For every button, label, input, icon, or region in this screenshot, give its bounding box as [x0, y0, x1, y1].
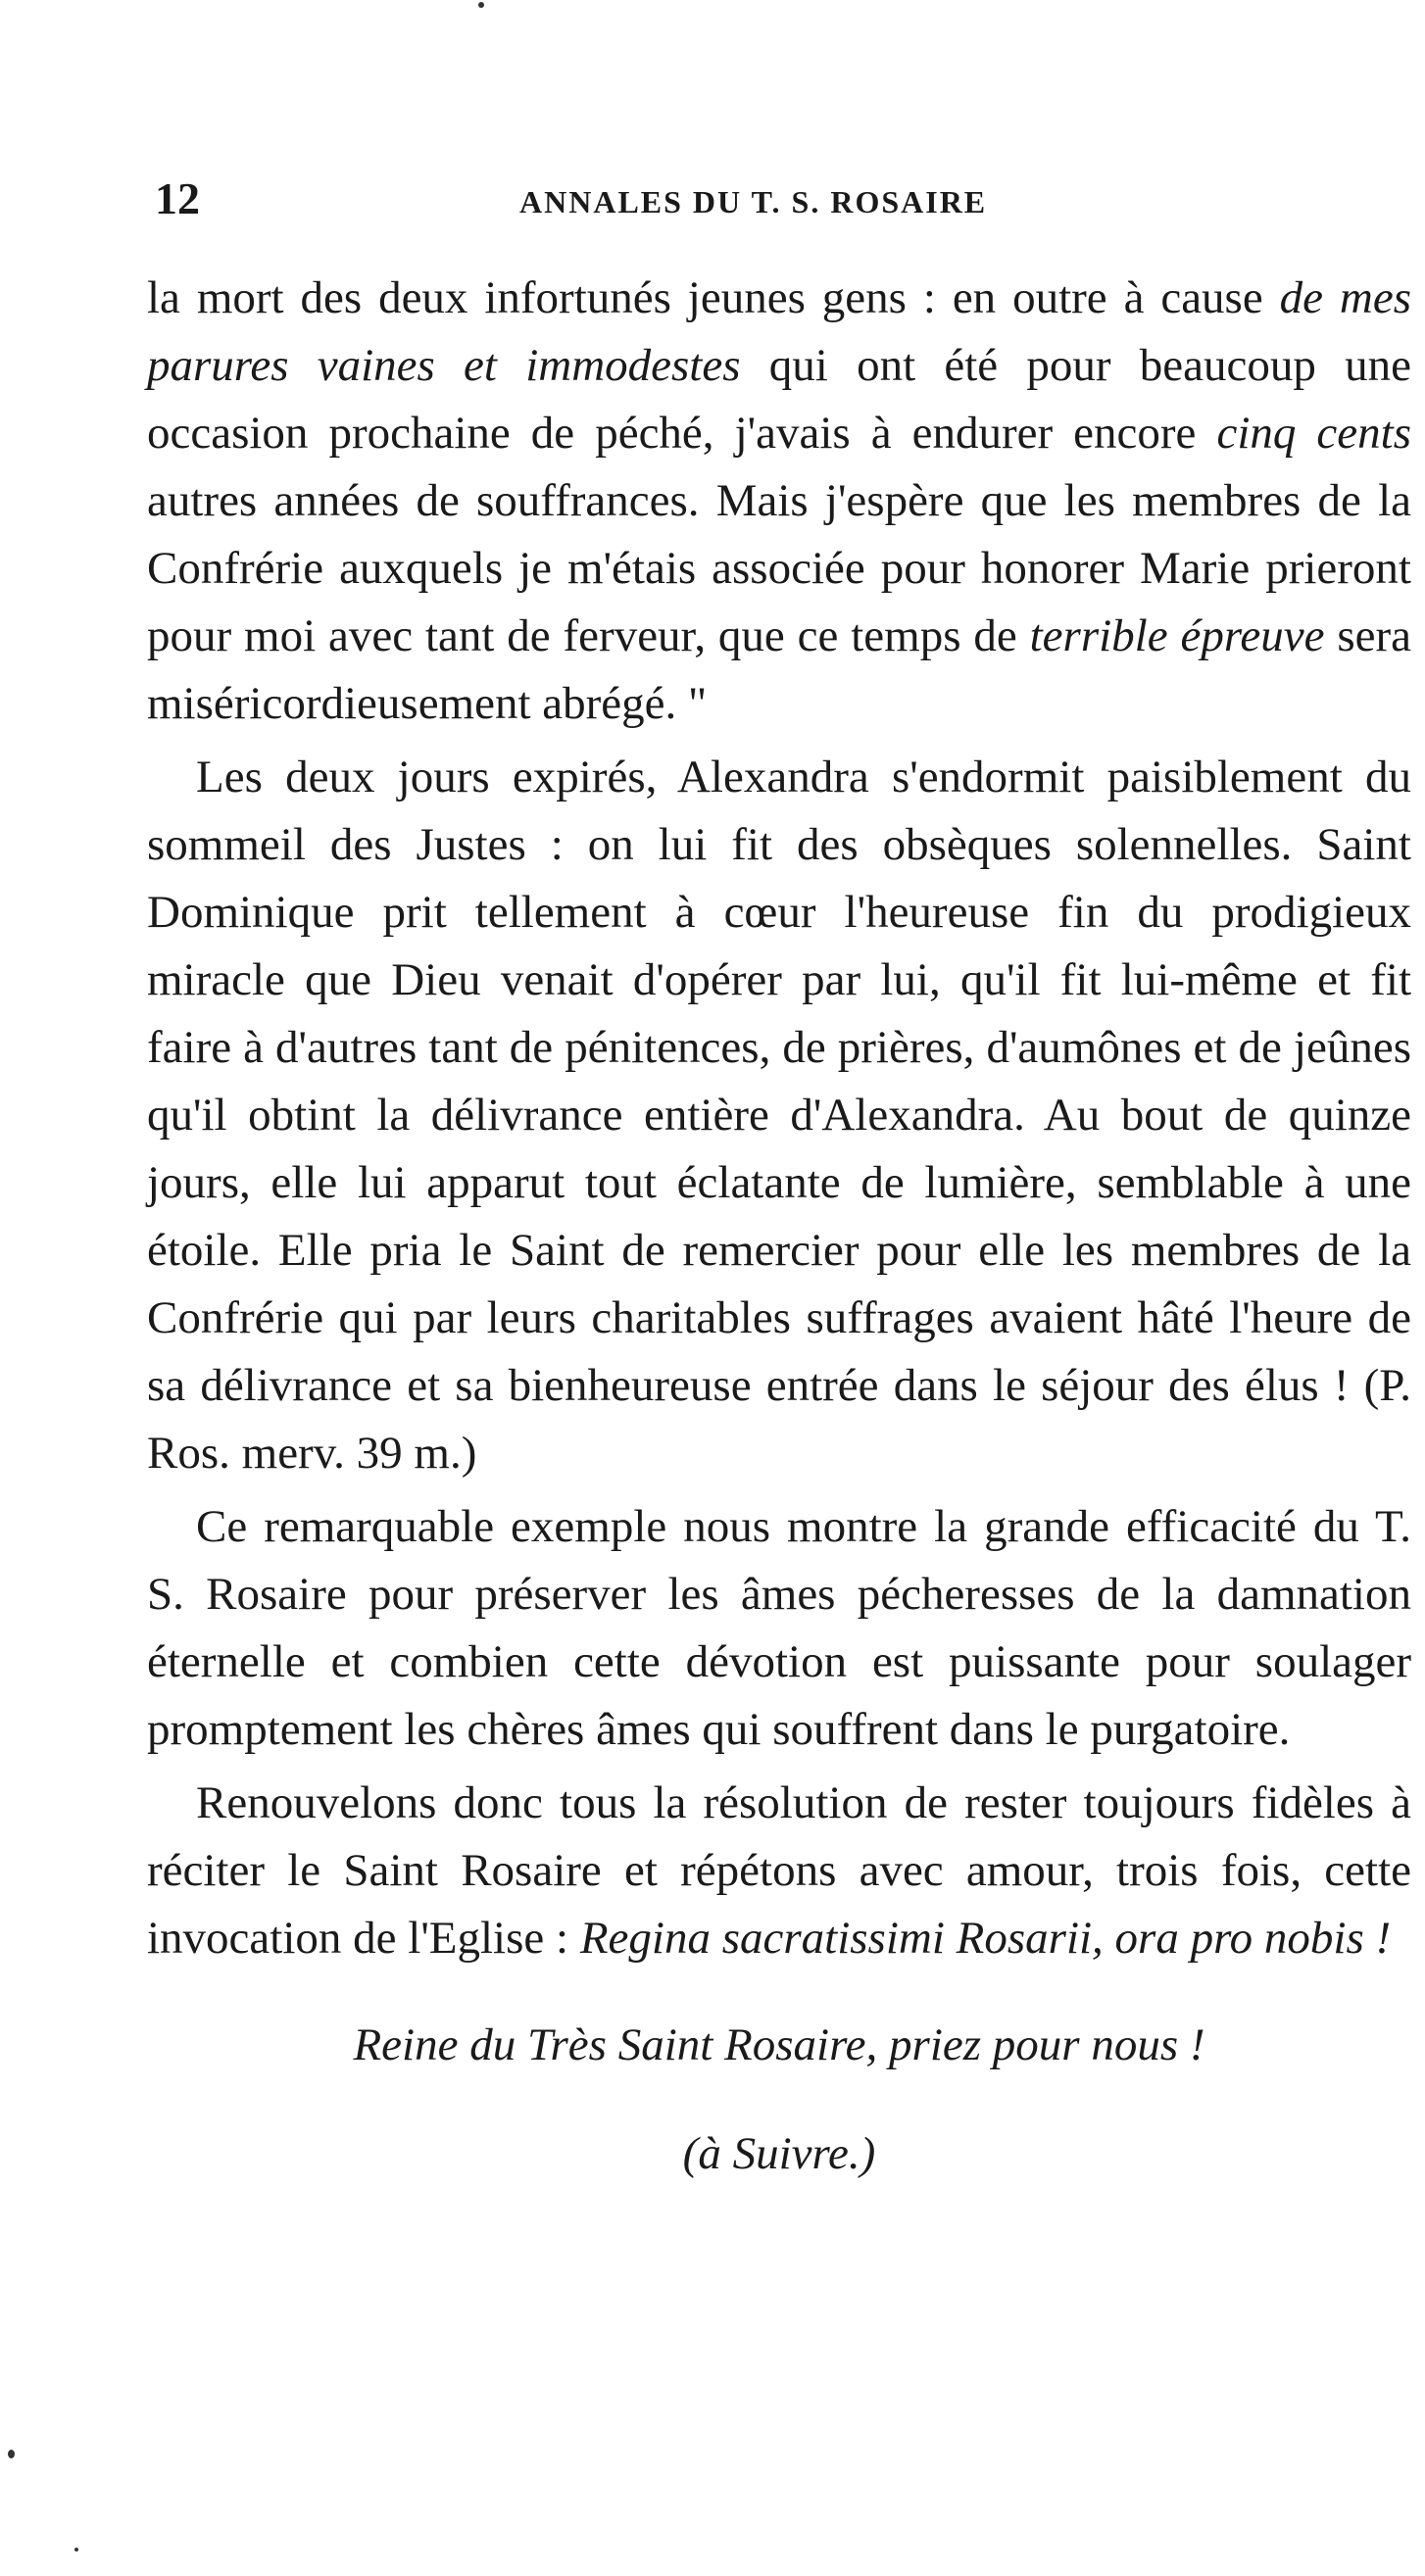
italic-run: Regina sacratissimi Rosarii, ora pro nobis ! — [579, 1913, 1392, 1964]
page-number: 12 — [155, 173, 200, 223]
text-run: qui ont été pour beaucoup une occasion prochaine de péché, j'avais à endurer encore — [147, 340, 1412, 459]
paragraph-4 — [147, 1770, 1411, 1972]
invocation-line: Reine du Très Saint Rosaire, priez pour nous ! — [353, 2019, 1205, 2070]
text-run: Renouvelons donc tous la résolution de rester toujours fidèles à réciter le Saint Rosaire et répétons avec amour, trois fois, cette invocation de l'Eglise : — [147, 1777, 1411, 1964]
italic-run: cinq cents — [1216, 408, 1411, 459]
text-run: sera miséricordieusement abrégé. " — [147, 610, 1411, 729]
body-text — [147, 265, 1411, 2188]
ink-speck — [478, 2, 484, 8]
ink-speck — [8, 2450, 15, 2458]
text-run: autres années de souffrances. Mais j'espère que les membres de la Confrérie auxquels je m'étais associée pour honorer Marie prieront pour moi avec tant de ferveur, que ce temps de — [147, 475, 1411, 661]
italic-run: de mes parures vaines et immodestes — [147, 272, 1411, 391]
running-head — [147, 167, 1411, 235]
paragraph-3: Ce remarquable exemple nous montre la grande efficacité du T. S. Rosaire pour préserver les âmes pécheresses de la damnation éternelle et combien cette dévotion est puissante pour soulager promptement les chères âmes qui souffrent dans le purgatoire. — [147, 1501, 1411, 1755]
italic-run: terrible épreuve — [1029, 610, 1325, 661]
running-title: ANNALES DU T. S. ROSAIRE — [519, 184, 988, 219]
paragraph-1 — [147, 265, 1411, 738]
ink-speck — [74, 2548, 78, 2552]
paragraph-2: Les deux jours expirés, Alexandra s'endormit paisiblement du sommeil des Justes : on lui fit des obsèques solennelles. Saint Dominique prit tellement à cœur l'heureuse fin du prodigieux miracle que Dieu venait d'opérer par lui, qu'il fit lui-même et fit faire à d'autres tant de pénitences, de prières, d'aumônes et de jeûnes qu'il obtint la délivrance entière d'Alexandra. Au bout de quinze jours, elle lui apparut tout éclatante de lumière, semblable à une étoile. Elle pria le Saint de remercier pour elle les membres de la Confrérie qui par leurs charitables suffrages avaient hâté l'heure de sa délivrance et sa bienheureuse entrée dans le séjour des élus ! (P. Ros. merv. 39 m.) — [147, 752, 1411, 1479]
to-be-continued: (à Suivre.) — [682, 2128, 876, 2179]
book-page — [147, 167, 1411, 2188]
text-run: la mort des deux infortunés jeunes gens : en outre à cause — [147, 272, 1280, 323]
